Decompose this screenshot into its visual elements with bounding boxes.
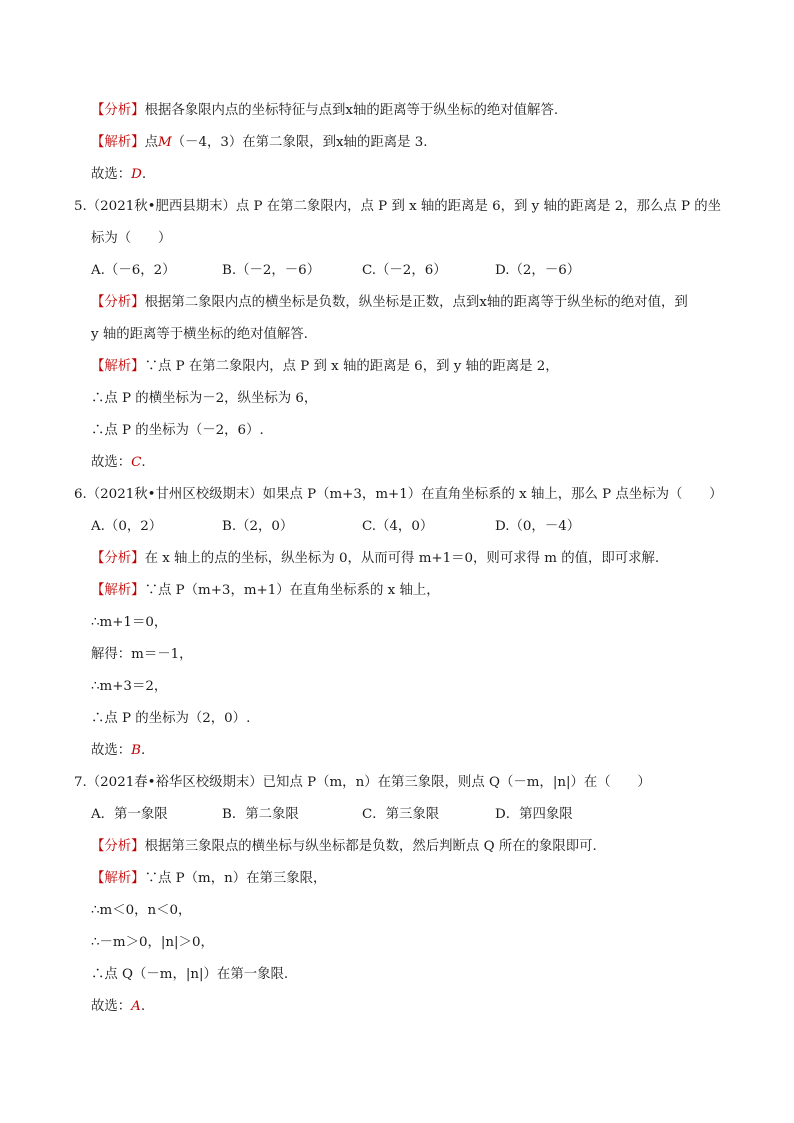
solution-tag: 【解析】: [91, 359, 145, 374]
answer-prefix: 故选：: [91, 455, 132, 470]
solution-step: ∴－m＞0，|n|＞0，: [91, 935, 214, 950]
solution-tag: 【解析】: [91, 583, 145, 598]
question-6-stem: 6.（2021秋•甘州区校级期末）如果点 P（m+3，m+1）在直角坐标系的 x 轴上，那么 P 点坐标为（ ）: [74, 487, 723, 502]
question-5-stem-cont: 标为（ ）: [91, 231, 172, 246]
question-7-options: [0, 806, 794, 824]
solution-step: ∴m＜0，n＜0，: [91, 903, 192, 918]
solution-step: 解得：m＝－1，: [91, 647, 193, 662]
question-7-stem: 7.（2021春•裕华区校级期末）已知点 P（m，n）在第三象限，则点 Q（－m，|n|）在（ ）: [74, 775, 651, 790]
answer-letter: A: [131, 999, 141, 1014]
answer-letter: D: [131, 167, 142, 182]
solution-text: ∵点 P（m+3，m+1）在直角坐标系的 x 轴上，: [144, 583, 440, 598]
solution-step: ∴点 P 的横坐标为－2，纵坐标为 6，: [91, 391, 318, 406]
analysis-line: [91, 550, 659, 568]
solution-pre: 点: [144, 135, 158, 150]
analysis-text: 根据各象限内点的坐标特征与点到x轴的距离等于纵坐标的绝对值解答.: [144, 103, 559, 118]
answer-suffix: .: [141, 167, 147, 182]
option-b: B.（2，0）: [222, 519, 294, 534]
answer-suffix: .: [141, 455, 146, 470]
question-6-options: [0, 518, 794, 536]
solution-line: [91, 582, 440, 600]
analysis-line: [91, 294, 688, 312]
question-5-stem: 5.（2021秋•肥西县期末）点 P 在第二象限内，点 P 到 x 轴的距离是 6，到 y 轴的距离是 2，那么点 P 的坐: [74, 199, 722, 214]
answer-prefix: 故选：: [91, 999, 132, 1014]
answer-prefix: 故选：: [91, 167, 132, 182]
solution-step: ∴m+1＝0，: [91, 615, 168, 630]
answer-suffix: .: [141, 743, 146, 758]
answer-letter: B: [131, 743, 142, 758]
option-c: C．第三象限: [362, 807, 440, 822]
answer-letter: C: [131, 455, 142, 470]
answer-line: [91, 998, 145, 1016]
answer-prefix: 故选：: [91, 743, 132, 758]
option-a: A.（0，2）: [91, 519, 163, 534]
analysis-line: [91, 102, 558, 120]
analysis-text: 根据第二象限内点的横坐标是负数，纵坐标是正数，点到x轴的距离等于纵坐标的绝对值，到: [144, 295, 688, 310]
answer-line: [91, 742, 145, 760]
question-5-options: [0, 262, 794, 280]
solution-tag: 【解析】: [91, 135, 145, 150]
analysis-line: [91, 838, 597, 856]
solution-text: ∵点 P（m，n）在第三象限，: [144, 871, 327, 886]
option-d: D.（2，－6）: [495, 263, 581, 278]
answer-line: [91, 166, 146, 184]
analysis-text: 在 x 轴上的点的坐标，纵坐标为 0，从而可得 m+1＝0，则可求得 m 的值，即可求解.: [144, 551, 660, 566]
solution-step: ∴点 P 的坐标为（2，0）.: [91, 711, 251, 726]
analysis-tag: 【分析】: [91, 295, 145, 310]
solution-line: [91, 134, 428, 152]
solution-step: ∴点 P 的坐标为（－2，6）.: [91, 423, 264, 438]
option-d: D．第四象限: [495, 807, 573, 822]
option-c: C.（4，0）: [362, 519, 434, 534]
solution-line: [91, 358, 559, 376]
analysis-text-cont: y 轴的距离等于横坐标的绝对值解答.: [91, 327, 308, 342]
answer-line: [91, 454, 146, 472]
option-a: A.（－6，2）: [91, 263, 176, 278]
analysis-tag: 【分析】: [91, 839, 145, 854]
solution-step: ∴点 Q（－m，|n|）在第一象限.: [91, 967, 289, 982]
answer-suffix: .: [140, 999, 146, 1014]
solution-post: （－4，3）在第二象限，到x轴的距离是 3.: [171, 135, 428, 150]
analysis-text: 根据第三象限点的横坐标与纵坐标都是负数，然后判断点 Q 所在的象限即可.: [144, 839, 597, 854]
option-d: D.（0，－4）: [495, 519, 581, 534]
analysis-tag: 【分析】: [91, 103, 145, 118]
option-b: B.（－2，－6）: [222, 263, 321, 278]
solution-var: M: [157, 135, 172, 150]
analysis-tag: 【分析】: [91, 551, 145, 566]
solution-text: ∵点 P 在第二象限内，点 P 到 x 轴的距离是 6，到 y 轴的距离是 2，: [144, 359, 559, 374]
solution-tag: 【解析】: [91, 871, 145, 886]
option-a: A．第一象限: [91, 807, 168, 822]
solution-step: ∴m+3＝2，: [91, 679, 168, 694]
option-b: B．第二象限: [222, 807, 299, 822]
solution-line: [91, 870, 326, 888]
option-c: C.（－2，6）: [362, 263, 447, 278]
